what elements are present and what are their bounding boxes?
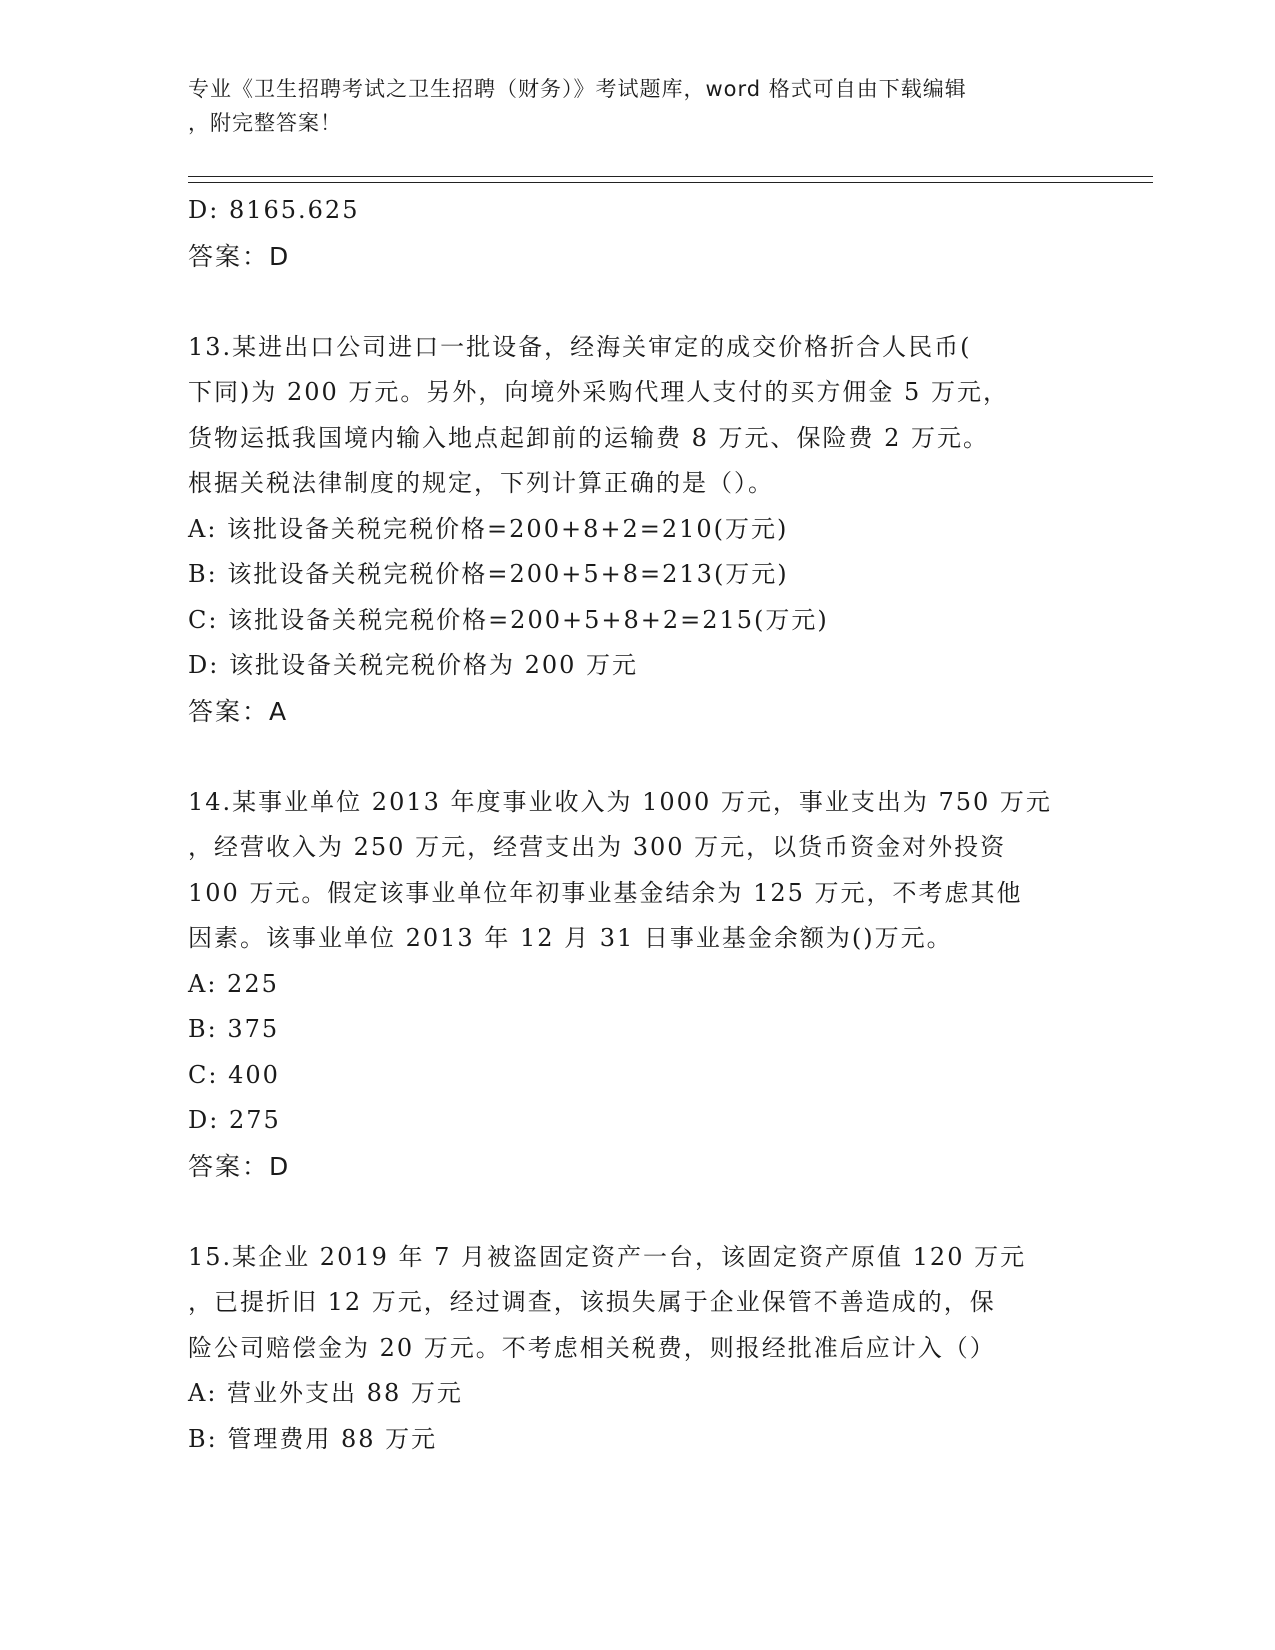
option-b: B: 该批设备关税完税价格=200+5+8=213(万元): [188, 560, 789, 588]
option-b: B: 375: [188, 1015, 280, 1043]
question-stem-line: 险公司赔偿金为 20 万元。不考虑相关税费，则报经批准后应计入（）: [188, 1333, 996, 1362]
header-divider-bottom: [188, 182, 1153, 183]
question-15: [188, 1235, 1088, 1463]
question-stem-line: ，已提折旧 12 万元，经过调查，该损失属于企业保管不善造成的，保: [188, 1288, 996, 1316]
option-c: C: 该批设备关税完税价格=200+5+8+2=215(万元): [188, 605, 829, 634]
question-stem-line: 下同)为 200 万元。另外，向境外采购代理人支付的买方佣金 5 万元，: [188, 378, 1009, 406]
question-stem-line: 13.某进出口公司进口一批设备，经海关审定的成交价格折合人民币(: [188, 332, 972, 361]
question-stem-line: 因素。该事业单位 2013 年 12 月 31 日事业基金余额为()万元。: [188, 924, 953, 952]
question-stem-line: 根据关税法律制度的规定，下列计算正确的是（）。: [188, 469, 774, 497]
spacer: [188, 734, 1088, 780]
option-d: D: 该批设备关税完税价格为 200 万元: [188, 651, 639, 679]
option-d: D: 275: [188, 1106, 281, 1134]
question-stem-line: 货物运抵我国境内输入地点起卸前的运输费 8 万元、保险费 2 万元。: [188, 423, 990, 452]
previous-question-tail: [188, 188, 1088, 279]
document-header: [188, 72, 1068, 140]
question-stem-line: 14.某事业单位 2013 年度事业收入为 1000 万元，事业支出为 750 万元: [188, 787, 1052, 816]
question-stem-line: ，经营收入为 250 万元，经营支出为 300 万元，以货币资金对外投资: [188, 833, 1007, 861]
answer-line: 答案：D: [188, 1151, 291, 1181]
question-stem-line: 15.某企业 2019 年 7 月被盗固定资产一台，该固定资产原值 120 万元: [188, 1242, 1027, 1271]
option-a: A: 营业外支出 88 万元: [188, 1379, 463, 1407]
header-line-1: 专业《卫生招聘考试之卫生招聘（财务）》考试题库，word 格式可自由下载编辑: [188, 77, 967, 101]
answer-line: 答案：A: [188, 696, 289, 726]
spacer: [188, 279, 1088, 325]
question-13: [188, 325, 1088, 735]
document-body: [188, 188, 1088, 1462]
option-d: D: 8165.625: [188, 196, 360, 224]
question-14: [188, 780, 1088, 1190]
option-c: C: 400: [188, 1060, 280, 1089]
header-divider-top: [188, 176, 1153, 177]
spacer: [188, 1189, 1088, 1235]
question-stem-line: 100 万元。假定该事业单位年初事业基金结余为 125 万元，不考虑其他: [188, 878, 1023, 907]
option-b: B: 管理费用 88 万元: [188, 1424, 438, 1453]
option-a: A: 该批设备关税完税价格=200+8+2=210(万元): [188, 514, 789, 543]
option-a: A: 225: [188, 969, 279, 998]
answer-line: 答案：D: [188, 241, 291, 271]
header-line-2: ，附完整答案！: [188, 111, 342, 135]
